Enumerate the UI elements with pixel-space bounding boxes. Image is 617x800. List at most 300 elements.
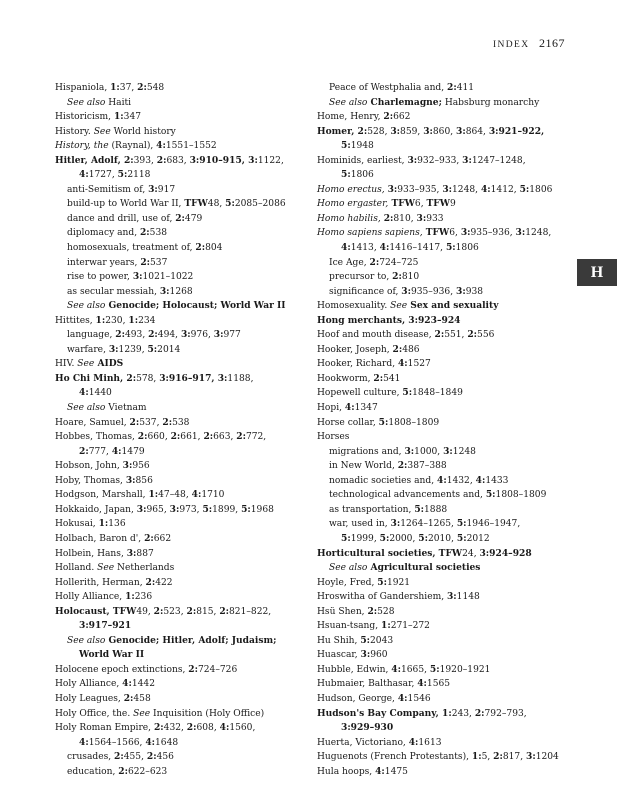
index-subentry bbox=[55, 750, 317, 765]
index-entry-text: 5: bbox=[241, 503, 251, 515]
index-entry-text: Sex and sexuality bbox=[407, 300, 499, 312]
index-entry-text: crusades, bbox=[67, 752, 115, 763]
index-entry-text: Hubmaier, Balthasar, bbox=[317, 679, 418, 690]
index-entry-text: 1888 bbox=[424, 504, 448, 515]
index-entry-text: 938 bbox=[465, 286, 484, 297]
index-entry bbox=[317, 372, 579, 387]
index-entry-text: See also bbox=[67, 635, 106, 646]
index-entry-text: Hobson, John, bbox=[55, 461, 123, 472]
index-entry-text: 3: bbox=[159, 285, 170, 297]
index-entry-text: 5: bbox=[519, 183, 530, 195]
index-entry-text: 810, bbox=[393, 213, 417, 224]
index-entry-text: See bbox=[77, 359, 95, 370]
index-entry-text: 3: bbox=[526, 751, 536, 763]
index-entry-text: 5: bbox=[341, 532, 351, 544]
index-entry bbox=[55, 474, 317, 489]
index-entry-text: in New World, bbox=[329, 461, 398, 472]
index-entry-text: 4: bbox=[437, 474, 447, 486]
index-entry-text: 537 bbox=[150, 257, 168, 268]
index-entry-text: Hooker, Richard, bbox=[317, 359, 398, 370]
index-entry-text: Hookworm, bbox=[317, 373, 374, 384]
index-entry-text: 458 bbox=[133, 693, 151, 704]
index-entry-text: 5: bbox=[341, 140, 351, 152]
index-entry-text: 5: bbox=[402, 387, 413, 399]
index-entry-text: 37, bbox=[119, 83, 138, 93]
index-entry-text: See also bbox=[329, 97, 368, 108]
index-entry-text: 3: bbox=[515, 227, 526, 239]
index-entry-text: Homer, bbox=[317, 125, 358, 137]
index-entry-text: Hoof and mouth disease, bbox=[317, 330, 435, 341]
index-entry-text: 1806 bbox=[350, 170, 374, 181]
index-entry-text: 4: bbox=[391, 663, 401, 675]
index-entry-text: 2: bbox=[219, 605, 230, 617]
index-entry-text: Hroswitha of Gandershiem, bbox=[317, 592, 447, 603]
index-entry bbox=[55, 357, 317, 372]
index-entry-text: 3: bbox=[407, 154, 418, 166]
index-entry-text: 1475 bbox=[384, 766, 408, 777]
index-subentry bbox=[55, 256, 317, 271]
index-entry-text: 2: bbox=[434, 329, 445, 341]
index-entry bbox=[55, 590, 317, 605]
index-entry-text: 541 bbox=[383, 373, 401, 384]
index-entry-text: 1268 bbox=[169, 286, 193, 297]
index-entry bbox=[317, 707, 579, 722]
index-entry-text: Holocene epoch extinctions, bbox=[55, 664, 189, 675]
index-entry-text: 933 bbox=[426, 213, 444, 224]
index-entry-text: 935–936, bbox=[470, 228, 516, 239]
index-entry-text: 556 bbox=[477, 330, 495, 341]
index-entry bbox=[317, 314, 579, 329]
index-entry-text: 1264–1265, bbox=[400, 519, 457, 530]
index-entry-text: 5: bbox=[414, 503, 425, 515]
index-entry-text: diplomacy and, bbox=[67, 228, 140, 239]
index-entry-text: 1248 bbox=[452, 446, 476, 457]
index-entry-text: Agricultural societies bbox=[367, 562, 481, 574]
index-entry-text: 724–726 bbox=[197, 664, 238, 675]
index-entry-text: 2085–2086 bbox=[234, 199, 286, 210]
index-entry-text: 5: bbox=[485, 489, 496, 501]
index-entry bbox=[317, 125, 579, 140]
index-entry-text: Netherlands bbox=[114, 563, 175, 574]
index-entry-continuation bbox=[55, 386, 317, 401]
index-entry-text: 960 bbox=[370, 650, 388, 661]
index-entry-text: 1247–1248, bbox=[471, 155, 526, 166]
index-entry-text: 494, bbox=[157, 330, 181, 341]
index-entry-text: 486 bbox=[402, 344, 420, 355]
index-column-left bbox=[55, 81, 317, 779]
index-entry-text: See also bbox=[329, 563, 368, 574]
index-entry bbox=[55, 707, 317, 722]
index-entry-text: 9 bbox=[449, 199, 456, 210]
index-entry-text: 965, bbox=[146, 504, 170, 515]
index-entry-text: 2: bbox=[367, 605, 378, 617]
index-entry-text: 1: bbox=[113, 111, 124, 123]
index-entry-text: See bbox=[97, 563, 115, 574]
index-entry-text: See bbox=[390, 301, 408, 312]
index-entry-text: Genocide; Holocaust; World War II bbox=[105, 300, 286, 312]
index-entry-text: Hokusai, bbox=[55, 519, 99, 530]
index-entry-text: 662 bbox=[393, 112, 411, 123]
index-entry-text: TFW bbox=[184, 198, 208, 210]
index-entry-text: 3: bbox=[442, 183, 452, 195]
index-entry-text: 2: bbox=[162, 416, 173, 428]
index-subentry bbox=[317, 256, 579, 271]
index-entry-text: Holbein, Hans, bbox=[55, 548, 127, 559]
index-entry-text: 4: bbox=[344, 402, 355, 414]
index-subentry bbox=[55, 343, 317, 358]
index-entry-text: Homo habilis, bbox=[317, 213, 381, 224]
index-entry-text: 1239, bbox=[118, 344, 148, 355]
index-entry-text: 2: bbox=[140, 256, 151, 268]
index-entry bbox=[55, 459, 317, 474]
index-entry-text: 1347 bbox=[354, 403, 378, 414]
index-entry-text: 3: bbox=[125, 474, 136, 486]
index-subentry bbox=[55, 634, 317, 649]
index-entry-text: Holbach, Baron d', bbox=[55, 533, 145, 544]
index-entry-text: 1412, bbox=[490, 184, 520, 195]
index-entry-text: Genocide; Hitler, Adolf; Judaism; bbox=[105, 634, 277, 646]
index-entry-continuation bbox=[55, 168, 317, 183]
index-entry-text: 1021–1022 bbox=[142, 272, 194, 283]
index-entry-text: 2012 bbox=[466, 533, 490, 544]
index-entry bbox=[55, 110, 317, 125]
index-entry-text: 821–822, bbox=[229, 606, 272, 617]
index-entry-text: Inquisition (Holy Office) bbox=[150, 708, 265, 719]
index-entry-text: 2: bbox=[137, 82, 147, 93]
index-entry-text: Hong merchants, 3:923–924 bbox=[317, 314, 461, 326]
index-entry-text: 3: bbox=[132, 271, 143, 283]
index-entry-text: 3: bbox=[404, 445, 415, 457]
index-subentry bbox=[317, 561, 579, 576]
letter-thumb-tab: H bbox=[577, 259, 617, 286]
index-entry-text: Hodgson, Marshall, bbox=[55, 490, 149, 501]
index-entry bbox=[317, 692, 579, 707]
index-entry-text: 422 bbox=[155, 577, 173, 588]
index-entry-text: 479 bbox=[184, 213, 203, 224]
index-entry-text: Holy Alliance, bbox=[55, 679, 123, 690]
index-entry bbox=[55, 154, 317, 169]
index-entry-text: Hsü Shen, bbox=[317, 606, 368, 617]
index-entry-text: TFW bbox=[388, 198, 415, 210]
index-entry-text: 3: bbox=[390, 125, 401, 137]
index-entry-text: anti-Semitism of, bbox=[67, 184, 149, 195]
index-entry-text: 917 bbox=[157, 184, 176, 195]
index-entry-text: 3: bbox=[446, 591, 457, 603]
index-entry-text: warfare, bbox=[67, 344, 109, 355]
index-entry-text: 3: bbox=[456, 285, 466, 297]
index-entry-text: 2: bbox=[175, 212, 185, 224]
index-entry-text: 24, bbox=[462, 548, 480, 559]
index-entry-text: significance of, bbox=[329, 286, 402, 297]
index-entry-text: 864, bbox=[465, 126, 489, 137]
index-entry-text: technological advancements and, bbox=[329, 490, 486, 501]
index-entry-text: World War II bbox=[79, 649, 145, 661]
index-entry-text: 3: bbox=[169, 503, 180, 515]
index-entry-text: 271–272 bbox=[390, 621, 430, 632]
index-entry bbox=[317, 416, 579, 431]
page-number: 2167 bbox=[539, 36, 565, 50]
index-entry-text: 2: bbox=[114, 751, 124, 763]
index-entry-text: 1188, bbox=[227, 373, 254, 384]
index-entry-text: 4: bbox=[341, 242, 351, 254]
index-entry-text: as secular messiah, bbox=[67, 286, 160, 297]
index-entry-text: 2: bbox=[236, 431, 246, 443]
index-entry bbox=[317, 547, 579, 562]
index-entry-text: 551, bbox=[444, 330, 468, 341]
index-entry-text: 48, bbox=[207, 199, 226, 210]
index-entry-text: 4: bbox=[219, 722, 230, 734]
index-entry-text: Holy Office, the. bbox=[55, 708, 134, 719]
index-entry-text: Hoyle, Fred, bbox=[317, 577, 378, 588]
index-subentry bbox=[317, 459, 579, 474]
index-entry-text: 2: bbox=[392, 343, 403, 355]
index-entry-text: 6, bbox=[449, 228, 461, 239]
index-entry-text: 1808–1809 bbox=[388, 417, 440, 428]
index-entry-continuation bbox=[55, 445, 317, 460]
index-entry-text: 1710 bbox=[201, 490, 225, 501]
index-entry-text: 548 bbox=[146, 83, 165, 93]
index-entry bbox=[317, 750, 579, 765]
index-entry-continuation bbox=[317, 532, 579, 547]
index-entry-text: World history bbox=[110, 126, 176, 137]
index-entry-text: 1: bbox=[98, 518, 109, 530]
index-entry-text: 1564–1566, bbox=[88, 737, 146, 748]
index-entry-continuation bbox=[55, 648, 317, 663]
index-subentry bbox=[55, 241, 317, 256]
index-entry-text: 3: bbox=[122, 460, 133, 472]
index-entry-text: Holocaust, TFW bbox=[55, 605, 137, 617]
index-entry-text: war, used in, bbox=[329, 519, 391, 530]
index-entry-text: 2: bbox=[115, 329, 125, 341]
index-entry bbox=[55, 692, 317, 707]
index-entry-text: 2118 bbox=[127, 170, 151, 181]
index-entry-text: 1: bbox=[95, 314, 106, 326]
index-subentry bbox=[55, 328, 317, 343]
index-entry-text: TFW bbox=[422, 227, 450, 239]
index-entry-text: 1248, bbox=[525, 228, 552, 239]
index-entry-text: precursor to, bbox=[329, 272, 393, 283]
index-entry bbox=[55, 605, 317, 620]
index-entry-text: education, bbox=[67, 766, 119, 777]
index-entry-text: 1546 bbox=[407, 693, 431, 704]
index-entry-text: TFW bbox=[426, 198, 450, 210]
index-entry bbox=[317, 299, 579, 314]
index-entry-text: 2: bbox=[145, 576, 156, 588]
index-entry-text: 622–623 bbox=[127, 766, 168, 777]
index-entry-text: 3:910–915, bbox=[189, 154, 249, 166]
index-subentry bbox=[317, 503, 579, 518]
index-entry-text: Hollerith, Herman, bbox=[55, 577, 146, 588]
index-entry bbox=[55, 81, 317, 96]
index-entry-text: 3: bbox=[248, 154, 258, 166]
index-entry-text: 4: bbox=[397, 358, 408, 370]
index-subentry bbox=[55, 212, 317, 227]
index-entry-text: 2: bbox=[153, 605, 164, 617]
index-entry-text: 1432, bbox=[446, 475, 476, 486]
index-entry bbox=[317, 328, 579, 343]
index-entry-text: 2000, bbox=[389, 533, 419, 544]
index-entry-text: 2: bbox=[357, 125, 368, 137]
index-entry-text: 4: bbox=[480, 183, 491, 195]
index-entry-text: Holy Roman Empire, bbox=[55, 723, 154, 734]
index-entry-text: 2: bbox=[383, 111, 394, 123]
index-entry bbox=[55, 721, 317, 736]
index-entry-text: 1: bbox=[128, 314, 139, 326]
index-entry-text: 4: bbox=[408, 736, 419, 748]
index-entry-text: 2: bbox=[397, 460, 408, 472]
index-entry-text: 935–936, bbox=[410, 286, 456, 297]
index-entry-text: 3: bbox=[460, 227, 471, 239]
index-entry-text: 1921 bbox=[386, 577, 411, 588]
index-entry-text: 1848–1849 bbox=[412, 388, 463, 399]
index-entry-text: 1: bbox=[110, 82, 120, 93]
index-entry-text: 804 bbox=[205, 243, 223, 254]
index-entry-text: 2: bbox=[474, 707, 485, 719]
index-entry-continuation bbox=[55, 736, 317, 751]
index-entry-text: 3: bbox=[126, 547, 137, 559]
index-entry bbox=[317, 343, 579, 358]
index-entry-text: 2: bbox=[153, 722, 164, 734]
index-entry-text: 4: bbox=[397, 692, 408, 704]
index-entry-text: 4: bbox=[375, 765, 385, 777]
index-entry-text: Holly Alliance, bbox=[55, 592, 126, 603]
index-subentry bbox=[317, 270, 579, 285]
index-entry bbox=[55, 416, 317, 431]
index-entry-text: 1440 bbox=[88, 388, 112, 399]
index-entry-text: 2: bbox=[126, 372, 137, 384]
index-entry bbox=[317, 605, 579, 620]
index-entry-text: 3: bbox=[456, 125, 466, 137]
index-entry-text: 5: bbox=[418, 532, 428, 544]
index-entry-text: 3: bbox=[148, 183, 158, 195]
index-entry-text: See also bbox=[67, 301, 106, 312]
index-entry-text: 5: bbox=[429, 663, 440, 675]
index-entry-text: 4: bbox=[156, 140, 166, 152]
index-entry-text: Hopi, bbox=[317, 403, 345, 414]
index-entry bbox=[317, 212, 579, 227]
running-header bbox=[493, 36, 565, 51]
index-entry-text: 5: bbox=[377, 576, 387, 588]
index-entry-continuation bbox=[55, 619, 317, 634]
index-subentry bbox=[317, 517, 579, 532]
index-subentry bbox=[55, 299, 317, 314]
index-entry-text: 2: bbox=[369, 256, 380, 268]
index-entry-text: 4: bbox=[79, 169, 89, 181]
index-entry-text: Hispaniola, bbox=[55, 83, 111, 93]
index-entry bbox=[55, 503, 317, 518]
index-entry bbox=[55, 576, 317, 591]
index-entry-text: Homo sapiens sapiens, bbox=[317, 228, 423, 239]
index-entry-text: 2: bbox=[139, 227, 150, 239]
index-entry-text: 243, bbox=[451, 708, 475, 719]
index-entry-text: 772, bbox=[245, 432, 267, 443]
index-entry-text: 1551–1552 bbox=[165, 141, 217, 152]
index-entry-text: 2: bbox=[118, 765, 128, 777]
index-subentry bbox=[55, 96, 317, 111]
index-entry-text: 1: bbox=[381, 620, 391, 632]
index-entry-text: See bbox=[133, 708, 151, 719]
index-entry-text: 2: bbox=[186, 722, 197, 734]
index-entry-text: 523, bbox=[163, 606, 187, 617]
index-entry-text: 3: bbox=[423, 125, 433, 137]
index-entry-text: 661, bbox=[180, 432, 204, 443]
index-subentry bbox=[55, 226, 317, 241]
index-entry-text: language, bbox=[67, 330, 116, 341]
index-entry bbox=[317, 226, 579, 241]
index-entry-text: 1: bbox=[471, 751, 482, 763]
index-entry-text: 683, bbox=[166, 155, 190, 166]
index-entry bbox=[317, 430, 579, 445]
index-entry-text: 663, bbox=[213, 432, 237, 443]
index-entry-text: 5: bbox=[360, 634, 370, 646]
index-subentry bbox=[55, 270, 317, 285]
index-entry bbox=[55, 372, 317, 387]
index-entry-text: 3:917–921 bbox=[79, 620, 132, 632]
index-entry-text: Haiti bbox=[105, 97, 132, 108]
index-entry-text: 1999, bbox=[350, 533, 380, 544]
index-entry-text: 5: bbox=[147, 343, 158, 355]
index-entry-text: 608, bbox=[196, 723, 220, 734]
index-entry-text: 3: bbox=[462, 154, 472, 166]
index-entry-text: 2: bbox=[383, 212, 394, 224]
index-entry-text: 432, bbox=[163, 723, 187, 734]
index-entry-text: 2: bbox=[137, 431, 148, 443]
index-entry-text: 1946–1947, bbox=[466, 519, 521, 530]
index-entry-text: 2: bbox=[392, 271, 402, 283]
index-entry-text: 1806 bbox=[529, 184, 553, 195]
index-entry bbox=[317, 765, 579, 780]
index-entry-text: 3: bbox=[136, 503, 147, 515]
index-entry-text: 777, bbox=[88, 446, 112, 457]
index-entry-text: 2: bbox=[79, 445, 89, 457]
index-entry-text: Hominids, earliest, bbox=[317, 155, 408, 166]
index-entry-text: Huerta, Victoriano, bbox=[317, 737, 409, 748]
index-entry-text: 3: bbox=[387, 183, 398, 195]
index-subentry bbox=[317, 81, 579, 96]
index-entry-text: 856 bbox=[135, 475, 153, 486]
index-entry-text: 3:916–917, bbox=[159, 372, 218, 384]
index-entry-text: 662 bbox=[153, 533, 172, 544]
index-entry-text: 2: bbox=[123, 692, 134, 704]
index-entry-continuation bbox=[317, 721, 579, 736]
index-entry-text: Hooker, Joseph, bbox=[317, 344, 393, 355]
index-entry-text: Hoby, Thomas, bbox=[55, 475, 126, 486]
index-entry-text: rise to power, bbox=[67, 272, 133, 283]
index-entry-text: 3: bbox=[108, 343, 119, 355]
index-entry-text: 538 bbox=[149, 228, 168, 239]
index-entry-text: 1: bbox=[148, 489, 159, 501]
index-entry-text: 815, bbox=[196, 606, 220, 617]
index-entry-text: 1613 bbox=[418, 737, 442, 748]
index-entry-text: 1948 bbox=[350, 141, 374, 152]
index-entry-text: Hobbes, Thomas, bbox=[55, 432, 138, 443]
index-entry-text: 4: bbox=[379, 242, 390, 254]
index-entry-text: 2014 bbox=[157, 344, 181, 355]
index-subentry bbox=[317, 474, 579, 489]
index-entry-text: 4: bbox=[79, 736, 89, 748]
index-entry-text: 387–388 bbox=[407, 461, 447, 472]
index-entry-text: 1920–1921 bbox=[439, 664, 491, 675]
index-entry bbox=[317, 154, 579, 169]
index-entry-text: See also bbox=[67, 97, 106, 108]
index-entry-text: 1808–1809 bbox=[495, 490, 547, 501]
index-entry-text: Hula hoops, bbox=[317, 766, 376, 777]
index-entry-text: 3:929–930 bbox=[341, 722, 394, 734]
index-entry-text: 5: bbox=[202, 503, 213, 515]
index-entry-text: Horse collar, bbox=[317, 417, 379, 428]
index-entry-continuation bbox=[317, 241, 579, 256]
index-entry-text: 1899, bbox=[212, 504, 242, 515]
